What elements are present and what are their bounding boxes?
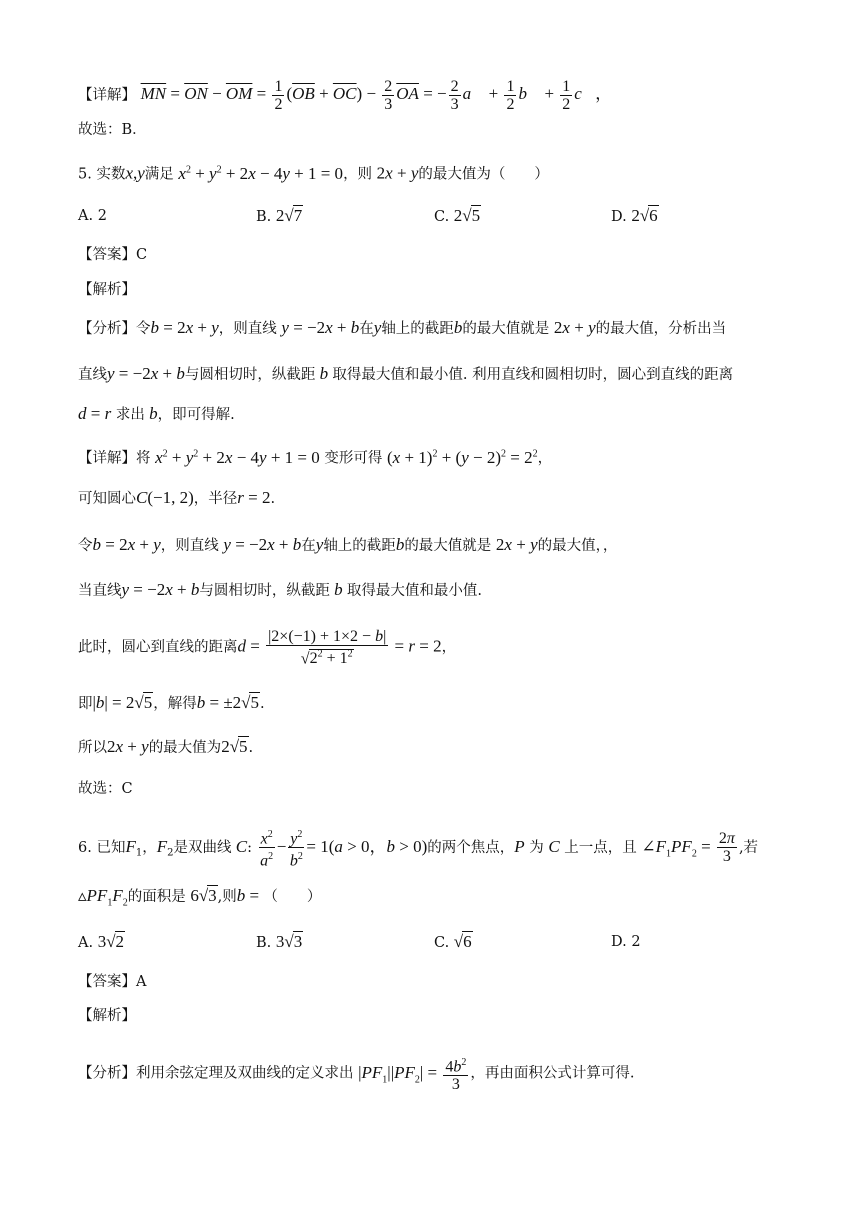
- q5-option-b: B. 2√7: [256, 206, 303, 225]
- q5-answer: 【答案】C: [78, 247, 148, 263]
- q4-choose: 故选：B．: [78, 122, 147, 138]
- q5-lingb-line: 令b = 2x + y，则直线 y = −2x + b在y轴上的截距b的最大值就是 2x + y的最大值，，: [78, 535, 618, 554]
- q5-tangent-line: 当直线y = −2x + b与圆相切时，纵截距 b 取得最大值和最小值.: [78, 580, 482, 599]
- q6-stem-line1: 6. 已知$F_1$，$F_2$是双曲线 C: $\frac{x^2}{a^2}$ − $\frac{y^2}{b^2}$ = 1(a > 0，b > 0)的两个焦点，P 为 C 上一点，且 $\angle F_1PF_2$ = $\frac{2\pi}{3}$ ,若: [78, 826, 758, 870]
- q6-option-a: A. 3√2: [78, 932, 125, 951]
- q5-option-d: D. 2√6: [611, 206, 658, 225]
- q5-fenxi-line2: 直线y = −2x + b与圆相切时，纵截距 b 取得最大值和最小值. 利用直线和圆相切时，圆心到直线的距离: [78, 364, 734, 383]
- q6-fenxi-line: 【分析】利用余弦定理及双曲线的定义求出 $|PF_1||PF_2|$ = $\frac{4b^2}{3}$ ，再由面积公式计算可得.: [78, 1054, 635, 1093]
- q5-choose: 故选：C: [78, 781, 133, 797]
- q6-analysis-tag: 【解析】: [78, 1008, 136, 1024]
- q5-fenxi-line3: d = r 求出 b，即可得解.: [78, 404, 235, 423]
- q5-option-a: A. 2: [78, 208, 107, 224]
- q5-center-line: 可知圆心C(−1, 2)，半径r = 2.: [78, 488, 276, 507]
- q5-distance-line: 此时，圆心到直线的距离d = $\frac{|2\times(-1) + 1\times 2 - b|}{√2^2 + 1^2}$ = r = 2，: [78, 628, 457, 668]
- formula: $\overline{MN} = \overline{ON} - \overline{OM}$ = $\frac{1}{2}$ $(\overline{OB} + \overline{OC})$ − $\frac{2}{3}$ $\overline{OA}$ = − $\frac{2}{3}$ a⃗ + $\frac{1}{2}$ b⃗ + $\frac{1}{2}$ c⃗，: [140, 78, 613, 113]
- q6-option-b: B. 3√3: [256, 932, 303, 951]
- detail-tag: 【详解】: [78, 87, 136, 104]
- q6-answer: 【答案】A: [78, 974, 147, 990]
- q6-option-c: C. √6: [434, 932, 472, 951]
- q5-detail-line1: 【详解】将 $x^2 + y^2 + 2x - 4y + 1 = 0$ 变形可得 $(x + 1)^2 + (y - 2)^2 = 2^2$，: [78, 447, 553, 467]
- q5-stem: 5. 实数x,y满足 $x^2 + y^2 + 2x - 4y + 1 = 0$，则 2x + y的最大值为（ ）: [78, 163, 549, 183]
- q6-stem-line2: $▵PF_1F_2$的面积是 6√3,则b = （ ）: [78, 886, 322, 909]
- q4-detail-line: [78, 78, 612, 113]
- q5-option-c: C. 2√5: [434, 206, 481, 225]
- q6-option-d: D. 2: [611, 934, 641, 950]
- q5-solve-line: 即|b| = 2√5，解得b = ±2√5.: [78, 693, 265, 712]
- q5-max-line: 所以2x + y的最大值为2√5.: [78, 737, 254, 756]
- q5-fenxi-line1: 【分析】令b = 2x + y，则直线 y = −2x + b在y轴上的截距b的最大值就是 2x + y的最大值，分析出当: [78, 318, 727, 337]
- q5-analysis-tag: 【解析】: [78, 282, 136, 298]
